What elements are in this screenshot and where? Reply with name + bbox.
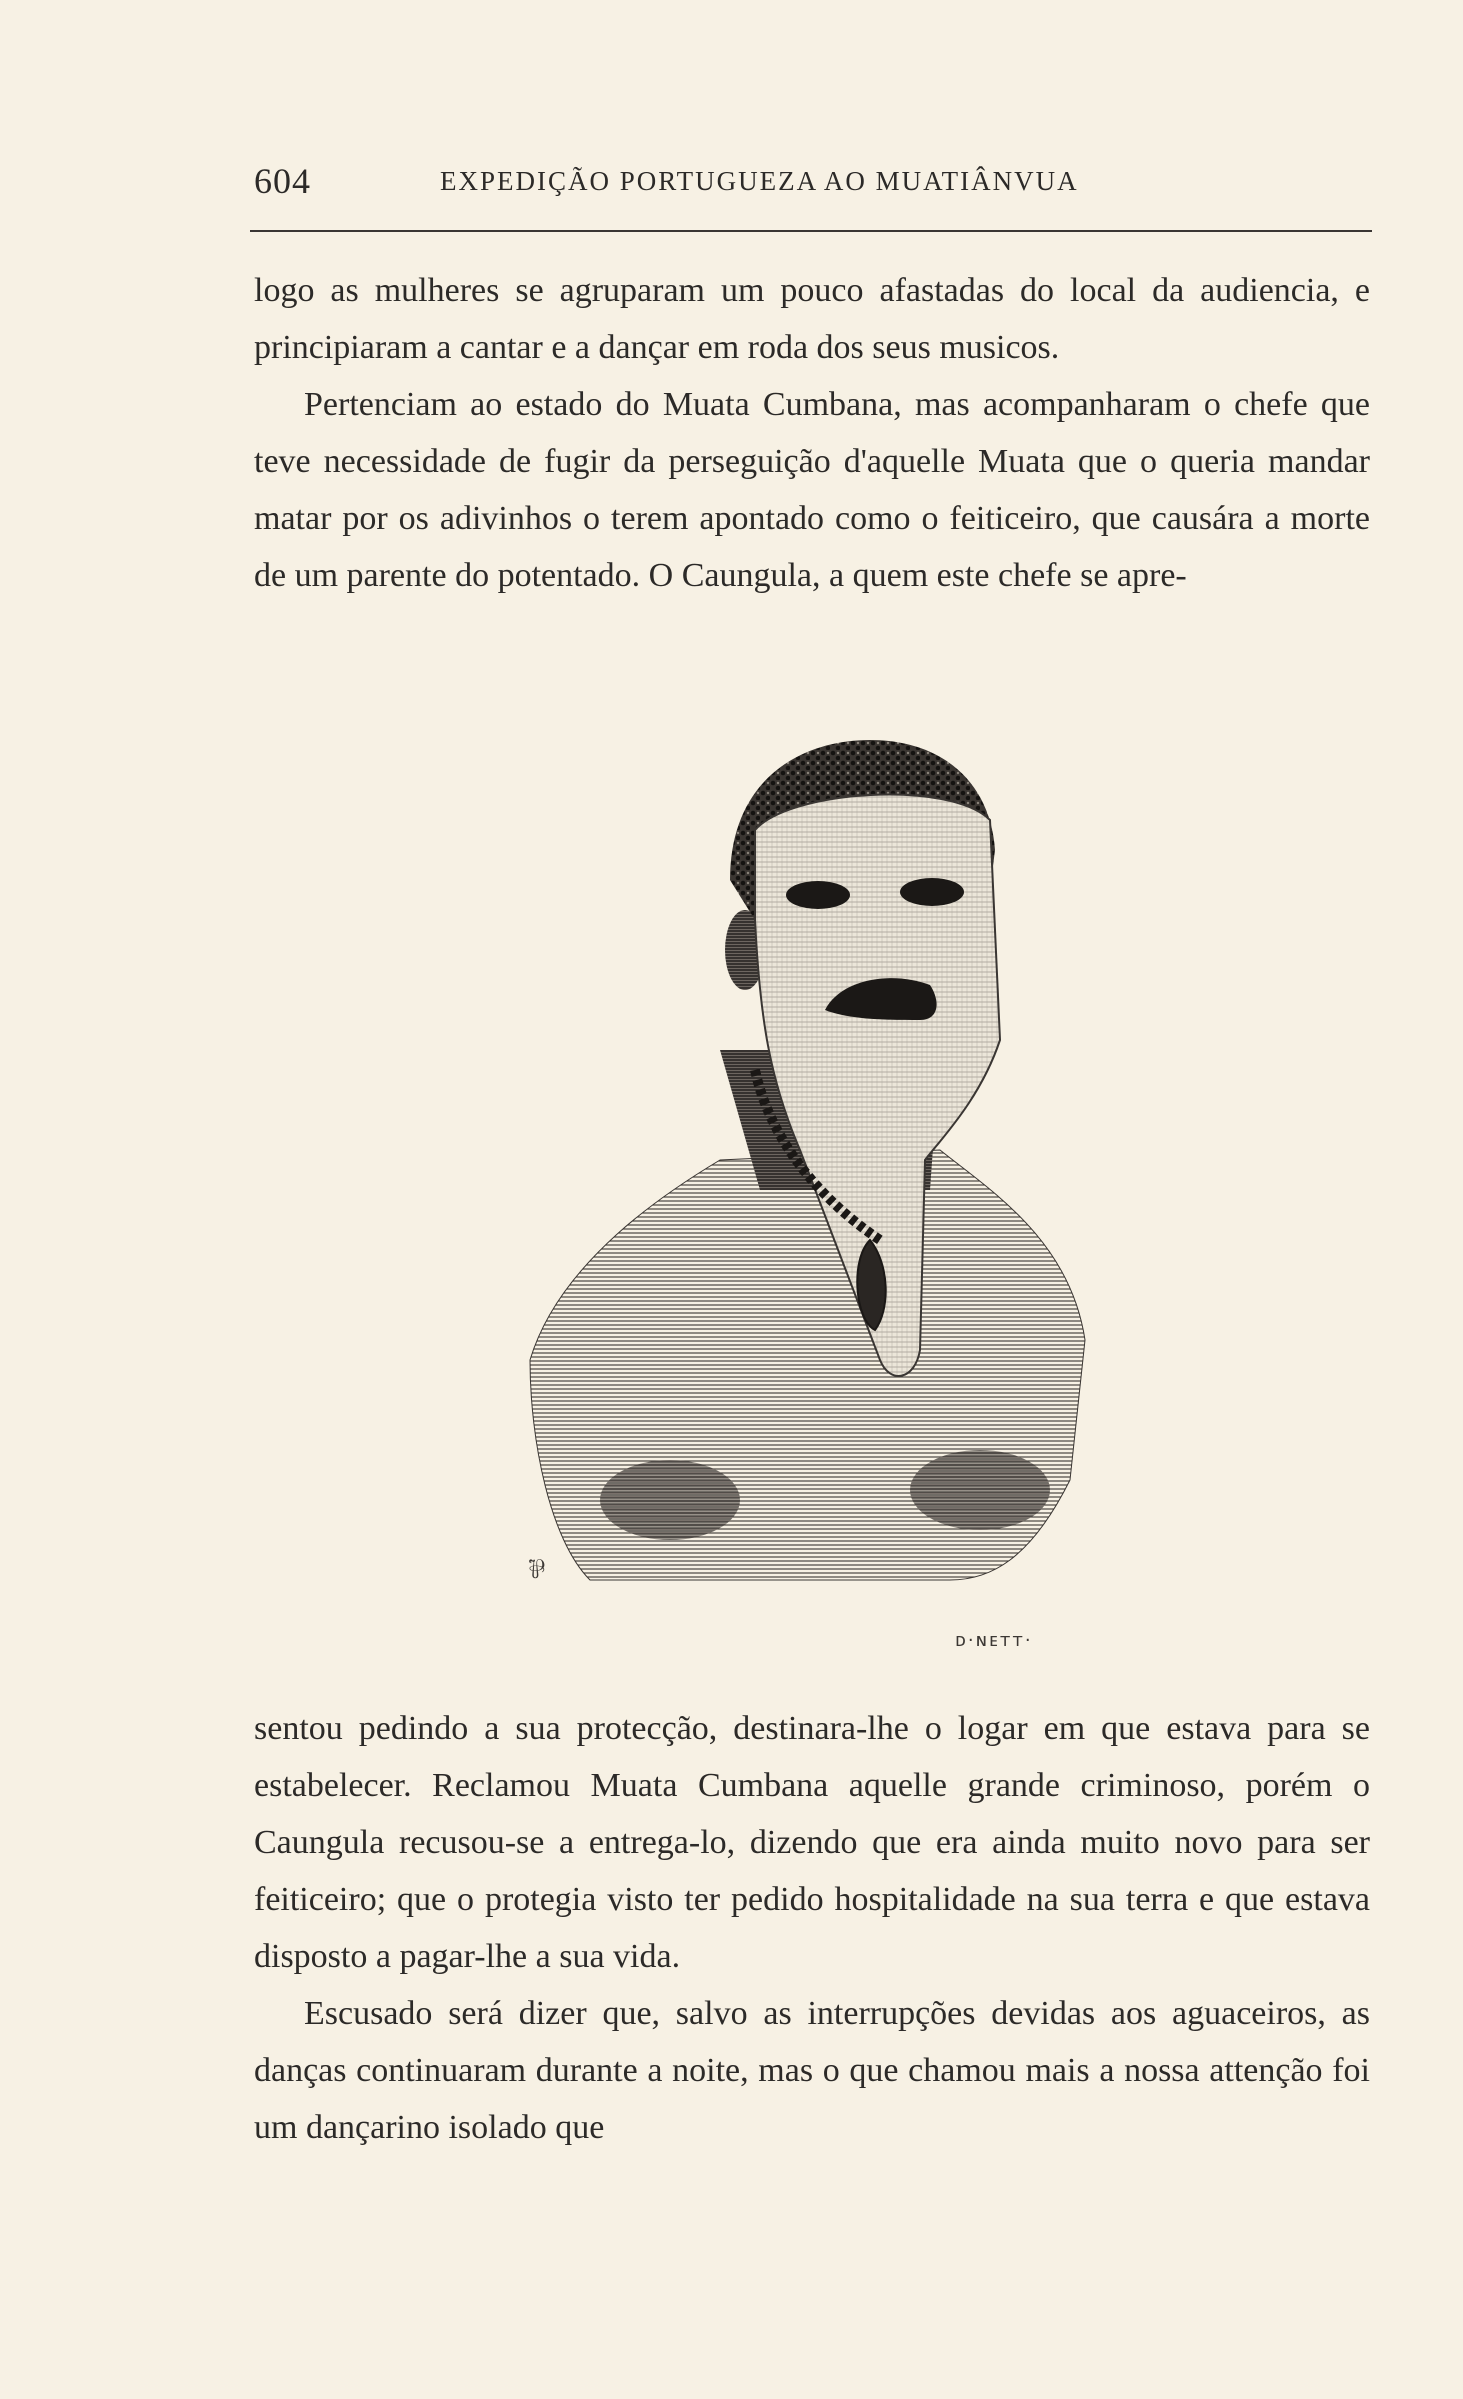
- header-rule: [250, 230, 1372, 232]
- artist-monogram: ⅌: [528, 1555, 546, 1584]
- paragraph: Escusado será dizer que, salvo as interrupções devidas aos aguaceiros, as danças continuaram durante a noite, mas o que chamou mais a nossa attenção foi um dançarino isolado que: [254, 1995, 1370, 2146]
- text-block-bottom: [254, 1700, 1370, 2156]
- mask-eye-left: [786, 881, 850, 909]
- engraving-masked-figure: [470, 720, 1110, 1660]
- page-header: [250, 160, 1370, 206]
- chest-shading-right: [910, 1450, 1050, 1530]
- page-number: 604: [254, 161, 311, 201]
- running-title: EXPEDIÇÃO PORTUGUEZA AO MUATIÂNVUA: [440, 166, 1079, 196]
- engraver-signature: ᴅ·ɴᴇᴛᴛ·: [955, 1630, 1033, 1651]
- chest-shading-left: [600, 1460, 740, 1540]
- paragraph-continued: logo as mulheres se agruparam um pouco afastadas do local da audiencia, e principiaram a cantar e a dançar em roda dos seus musicos.: [254, 272, 1370, 366]
- mask-eye-right: [900, 878, 964, 906]
- engraving-illustration: [470, 720, 1110, 1660]
- text-block-top: [254, 262, 1370, 604]
- paragraph-continued: sentou pedindo a sua protecção, destinara-lhe o logar em que estava para se estabelecer. Reclamou Muata Cumbana aquelle grande criminoso, porém o Caungula recusou-se a entrega-lo, dizendo que era ainda muito novo para ser feiticeiro; que o protegia visto ter pedido hospitalidade na sua terra e que estava disposto a pagar-lhe a sua vida.: [254, 1710, 1370, 1975]
- paragraph: Pertenciam ao estado do Muata Cumbana, mas acompanharam o chefe que teve necessidade de fugir da perseguição d'aquelle Muata que o queria mandar matar por os adivinhos o terem apontado como o feiticeiro, que causára a morte de um parente do potentado. O Caungula, a quem este chefe se apre-: [254, 386, 1370, 594]
